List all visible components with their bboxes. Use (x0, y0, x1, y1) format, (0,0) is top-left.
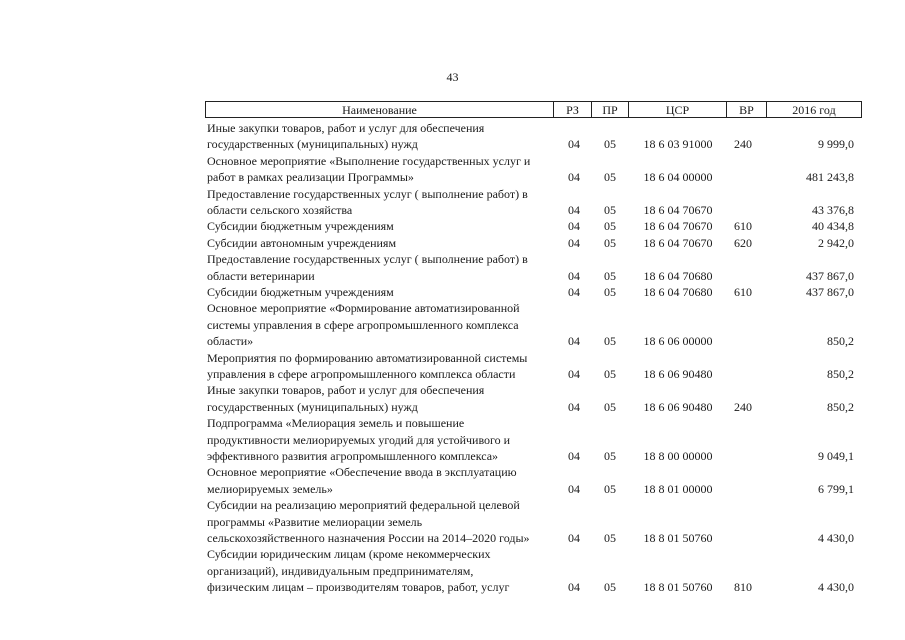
row-name-line: мелиорируемых земель» (207, 481, 333, 496)
row-name (207, 120, 552, 153)
row-vr: 610 (734, 284, 752, 299)
row-amount: 4 430,0 (818, 580, 854, 595)
row-name-line: Субсидии автономным учреждениям (207, 235, 397, 250)
row-name-line: физическим лицам – производителям товаров, работ, услуг (207, 580, 510, 595)
row-name (207, 284, 552, 300)
row-csr: 18 6 04 70670 (643, 202, 713, 217)
row-csr: 18 6 04 00000 (643, 170, 713, 185)
row-name-line: государственных (муниципальных) нужд (207, 399, 418, 414)
row-name-line: Предоставление государственных услуг ( выполнение работ) в (207, 186, 528, 201)
row-name-line: Субсидии бюджетным учреждениям (207, 219, 394, 234)
row-name (207, 350, 552, 383)
row-csr: 18 6 04 70680 (643, 268, 713, 283)
row-amount: 4 430,0 (818, 530, 854, 545)
row-name (207, 300, 552, 349)
row-name-line: продуктивности мелиорируемых угодий для устойчивого и (207, 432, 511, 447)
row-name-line: работ в рамках реализации Программы» (207, 170, 414, 185)
row-amount: 437 867,0 (806, 284, 854, 299)
row-rz: 04 (568, 219, 580, 234)
row-rz: 04 (568, 235, 580, 250)
row-name-line: Основное мероприятие «Выполнение государственных услуг и (207, 153, 531, 168)
row-name-line: сельскохозяйственного назначения России на 2014–2020 годы» (207, 531, 530, 545)
row-rz: 04 (568, 268, 580, 283)
table-row (0, 251, 905, 284)
row-name-line: государственных (муниципальных) нужд (207, 137, 418, 152)
row-name-line: Субсидии на реализацию мероприятий федеральной целевой (207, 498, 520, 513)
row-amount: 850,2 (827, 366, 854, 381)
row-vr: 240 (734, 137, 752, 152)
header-year: 2016 год (766, 101, 862, 118)
row-name (207, 186, 552, 219)
row-pr: 05 (604, 219, 616, 234)
table-row (0, 235, 905, 251)
row-vr: 620 (734, 235, 752, 250)
row-csr: 18 6 04 70670 (643, 219, 713, 234)
table-row (0, 120, 905, 153)
table-row (0, 153, 905, 186)
row-csr: 18 6 06 00000 (643, 334, 713, 349)
row-name-line: Подпрограмма «Мелиорация земель и повышение (207, 416, 465, 431)
row-csr: 18 6 04 70680 (643, 284, 713, 299)
row-amount: 6 799,1 (818, 481, 854, 496)
row-name-line: Мероприятия по формированию автоматизированной системы (207, 350, 528, 365)
row-pr: 05 (604, 448, 616, 463)
table-row (0, 497, 905, 546)
row-name-line: области ветеринарии (207, 268, 315, 283)
row-csr: 18 6 06 90480 (643, 366, 713, 381)
row-pr: 05 (604, 170, 616, 185)
row-name-line: организаций), индивидуальным предпринимателям, (207, 563, 474, 578)
row-amount: 40 434,8 (812, 219, 854, 234)
row-rz: 04 (568, 334, 580, 349)
row-amount: 43 376,8 (812, 202, 854, 217)
row-amount: 437 867,0 (806, 268, 854, 283)
row-pr: 05 (604, 268, 616, 283)
table-row (0, 186, 905, 219)
row-pr: 05 (604, 334, 616, 349)
row-csr: 18 6 06 90480 (643, 399, 713, 414)
row-rz: 04 (568, 399, 580, 414)
row-pr: 05 (604, 366, 616, 381)
header-vr: ВР (726, 101, 766, 118)
row-amount: 2 942,0 (818, 235, 854, 250)
row-amount: 850,2 (827, 399, 854, 414)
table-row (0, 382, 905, 415)
row-rz: 04 (568, 481, 580, 496)
row-name (207, 415, 552, 464)
row-name-line: Основное мероприятие «Формирование автоматизированной (207, 301, 520, 316)
table-row (0, 546, 905, 595)
row-name (207, 382, 552, 415)
row-rz: 04 (568, 366, 580, 381)
row-rz: 04 (568, 170, 580, 185)
table-row (0, 464, 905, 497)
row-csr: 18 8 01 50760 (643, 530, 713, 545)
table-row (0, 300, 905, 349)
row-name (207, 251, 552, 284)
row-rz: 04 (568, 448, 580, 463)
page-number: 43 (446, 70, 459, 84)
row-pr: 05 (604, 580, 616, 595)
row-pr: 05 (604, 399, 616, 414)
row-name-line: Основное мероприятие «Обеспечение ввода в эксплуатацию (207, 465, 517, 480)
row-pr: 05 (604, 137, 616, 152)
row-csr: 18 6 04 70670 (643, 235, 713, 250)
row-name-line: Предоставление государственных услуг ( выполнение работ) в (207, 252, 528, 267)
row-rz: 04 (568, 202, 580, 217)
row-name-line: Субсидии юридическим лицам (кроме некоммерческих (207, 547, 491, 562)
row-rz: 04 (568, 530, 580, 545)
row-csr: 18 8 00 00000 (643, 448, 713, 463)
row-pr: 05 (604, 284, 616, 299)
row-csr: 18 8 01 50760 (643, 580, 713, 595)
row-name (207, 497, 552, 546)
row-csr: 18 6 03 91000 (643, 137, 713, 152)
row-vr: 610 (734, 219, 752, 234)
table-row (0, 218, 905, 234)
table-row (0, 350, 905, 383)
row-name-line: эффективного развития агропромышленного комплекса» (207, 449, 499, 463)
row-csr: 18 8 01 00000 (643, 481, 713, 496)
row-name (207, 546, 552, 595)
row-name (207, 464, 552, 497)
row-name-line: области» (207, 334, 254, 349)
row-name (207, 235, 552, 251)
row-name-line: программы «Развитие мелиорации земель (207, 514, 423, 529)
row-rz: 04 (568, 580, 580, 595)
header-rz: РЗ (553, 101, 591, 118)
row-vr: 810 (734, 580, 752, 595)
row-name (207, 153, 552, 186)
row-pr: 05 (604, 481, 616, 496)
row-vr: 240 (734, 399, 752, 414)
row-amount: 850,2 (827, 334, 854, 349)
row-rz: 04 (568, 284, 580, 299)
table-row (0, 415, 905, 464)
row-name-line: области сельского хозяйства (207, 203, 353, 217)
row-pr: 05 (604, 530, 616, 545)
row-amount: 9 049,1 (818, 448, 854, 463)
row-pr: 05 (604, 202, 616, 217)
row-name-line: Иные закупки товаров, работ и услуг для обеспечения (207, 121, 485, 135)
row-rz: 04 (568, 137, 580, 152)
row-name (207, 218, 552, 234)
row-name-line: Субсидии бюджетным учреждениям (207, 285, 394, 299)
header-pr: ПР (591, 101, 628, 118)
row-name-line: Иные закупки товаров, работ и услуг для обеспечения (207, 383, 485, 398)
header-csr: ЦСР (628, 101, 726, 118)
row-name-line: системы управления в сфере агропромышленного комплекса (207, 317, 519, 332)
row-name-line: управления в сфере агропромышленного комплекса области (207, 367, 516, 381)
header-name: Наименование (205, 101, 553, 118)
table-row (0, 284, 905, 300)
row-pr: 05 (604, 235, 616, 250)
row-amount: 9 999,0 (818, 137, 854, 152)
row-amount: 481 243,8 (806, 170, 854, 185)
